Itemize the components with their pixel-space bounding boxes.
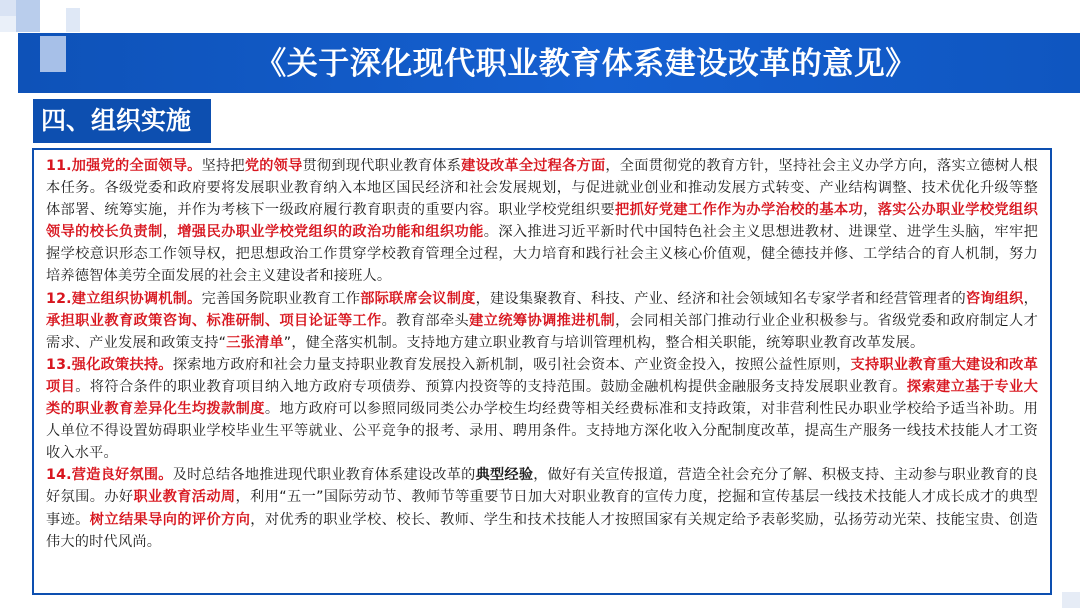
highlighted-text: 探索建立基于专业大类的职业教育差异化生均拨款制度: [46, 378, 1038, 418]
body-text: 。将符合条件的职业教育项目纳入地方政府专项债券、预算内投资等的支持范围。鼓励金融机构提供金融服务支持发展职业教育。: [75, 378, 907, 395]
decor-corner: [1062, 592, 1080, 608]
body-text: 贯彻到现代职业教育体系: [302, 158, 462, 174]
body-text: 。教育部牵头: [381, 312, 470, 329]
highlighted-text: 部际联席会议制度: [360, 290, 476, 307]
highlighted-text: 咨询组织: [965, 290, 1024, 307]
body-text: ，建设集聚教育、科技、产业、经济和社会领域知名专家学者和经营管理者的: [475, 290, 966, 307]
highlighted-text: 13.强化政策扶持。: [46, 356, 173, 373]
highlighted-text: 增强民办职业学校党组织的政治功能和组织功能: [177, 224, 484, 241]
body-text: 完善国务院职业教育工作: [201, 290, 361, 307]
highlighted-text: 职业教育活动周: [133, 489, 236, 506]
highlighted-text: 典型经验: [475, 467, 534, 484]
decor-square: [0, 0, 16, 16]
body-text: 探索地方政府和社会力量支持职业教育发展投入新机制，吸引社会资本、产业资金投入，按照公益性原则，: [172, 356, 851, 373]
highlighted-text: 党的领导: [244, 158, 303, 174]
highlighted-text: 树立结果导向的评价方向: [89, 511, 251, 528]
body-text: 及时总结各地推进现代职业教育体系建设改革的: [172, 467, 476, 484]
section-heading: 四、组织实施: [33, 99, 211, 143]
body-text: ，做好有关宣传报道，营造全社会充分了解、积极支持、主动参与职业教育的良好氛围。办好: [46, 467, 1038, 506]
decor-square: [66, 8, 80, 32]
body-text: ，: [863, 202, 878, 219]
highlighted-text: 承担职业教育政策咨询、标准研制、项目论证等工作: [46, 312, 382, 329]
body-text: 坚持把: [201, 158, 245, 174]
page-title: 《关于深化现代职业教育体系建设改革的意见》: [255, 46, 917, 82]
highlighted-text: 把抓好党建工作作为办学治校的基本功: [615, 202, 864, 219]
highlighted-text: 支持职业教育重大建设和改革项目: [46, 356, 1038, 395]
body-text: ，: [162, 224, 178, 241]
decor-square: [16, 0, 40, 32]
body-text: ，全面贯彻党的教育方针，坚持社会主义办学方向，落实立德树人根本任务。各级党委和政府要将发展职业教育纳入本地区国民经济和社会发展规划，与促进就业创业和推动发展方式转变、产业结构调整、技术优化升级等整体部署、统筹实施，并作为考核下一级政府履行教育职责的重要内容。职业学校党组织要: [46, 158, 1038, 219]
highlighted-text: 建立统筹协调推进机制: [469, 312, 616, 329]
highlighted-text: 12.建立组织协调机制。: [46, 290, 202, 307]
highlighted-text: 三张清单: [226, 334, 284, 351]
body-text: ，会同相关部门推动行业企业积极参与。省级党委和政府制定人才需求、产业发展和政策支持“: [46, 312, 1038, 351]
article-paragraph: [46, 288, 1038, 354]
article-paragraph: [46, 354, 1038, 464]
article-paragraph: [46, 155, 1038, 288]
decor-square: [40, 36, 66, 72]
highlighted-text: 落实公办职业学校党组织领导的校长负责制: [46, 202, 1038, 241]
body-text: 。地方政府可以参照同级同类公办学校生均经费等相关经费标准和支持政策，对非营利性民办职业学校给予适当补助。用人单位不得设置妨碍职业学校毕业生平等就业、公平竞争的报考、录用、聘用条件。支持地方深化收入分配制度改革，提高生产服务一线技术技能人才工资收入水平。: [46, 401, 1038, 462]
body-text: ，对优秀的职业学校、校长、教师、学生和技术技能人才按照国家有关规定给予表彰奖励，弘扬劳动光荣、技能宝贵、创造伟大的时代风尚。: [46, 511, 1039, 550]
highlighted-text: 11.加强党的全面领导。: [46, 158, 202, 174]
decor-square: [0, 16, 16, 32]
content-box: [32, 148, 1052, 595]
paragraph-list: [46, 155, 1038, 553]
article-paragraph: [46, 464, 1038, 552]
body-text: ”，健全落实机制。支持地方建立职业教育与培训管理机构，整合相关职能，统筹职业教育改革发展。: [283, 334, 925, 351]
body-text: 。深入推进习近平新时代中国特色社会主义思想进教材、进课堂、进学生头脑，牢牢把握学校意识形态工作领导权，把思想政治工作贯穿学校教育管理全过程，大力培育和践行社会主义核心价值观，健全德技并修、工学结合的育人机制，努力培养德智体美劳全面发展的社会主义建设者和接班人。: [46, 224, 1039, 285]
highlighted-text: 14.营造良好氛围。: [46, 467, 173, 484]
body-text: ，: [1023, 290, 1038, 307]
body-text: ，利用“五一”国际劳动节、教师节等重要节日加大对职业教育的宣传力度，挖掘和宣传基层一线技术技能人才成长成才的典型事迹。: [46, 489, 1038, 528]
highlighted-text: 建设改革全过程各方面: [461, 158, 606, 174]
